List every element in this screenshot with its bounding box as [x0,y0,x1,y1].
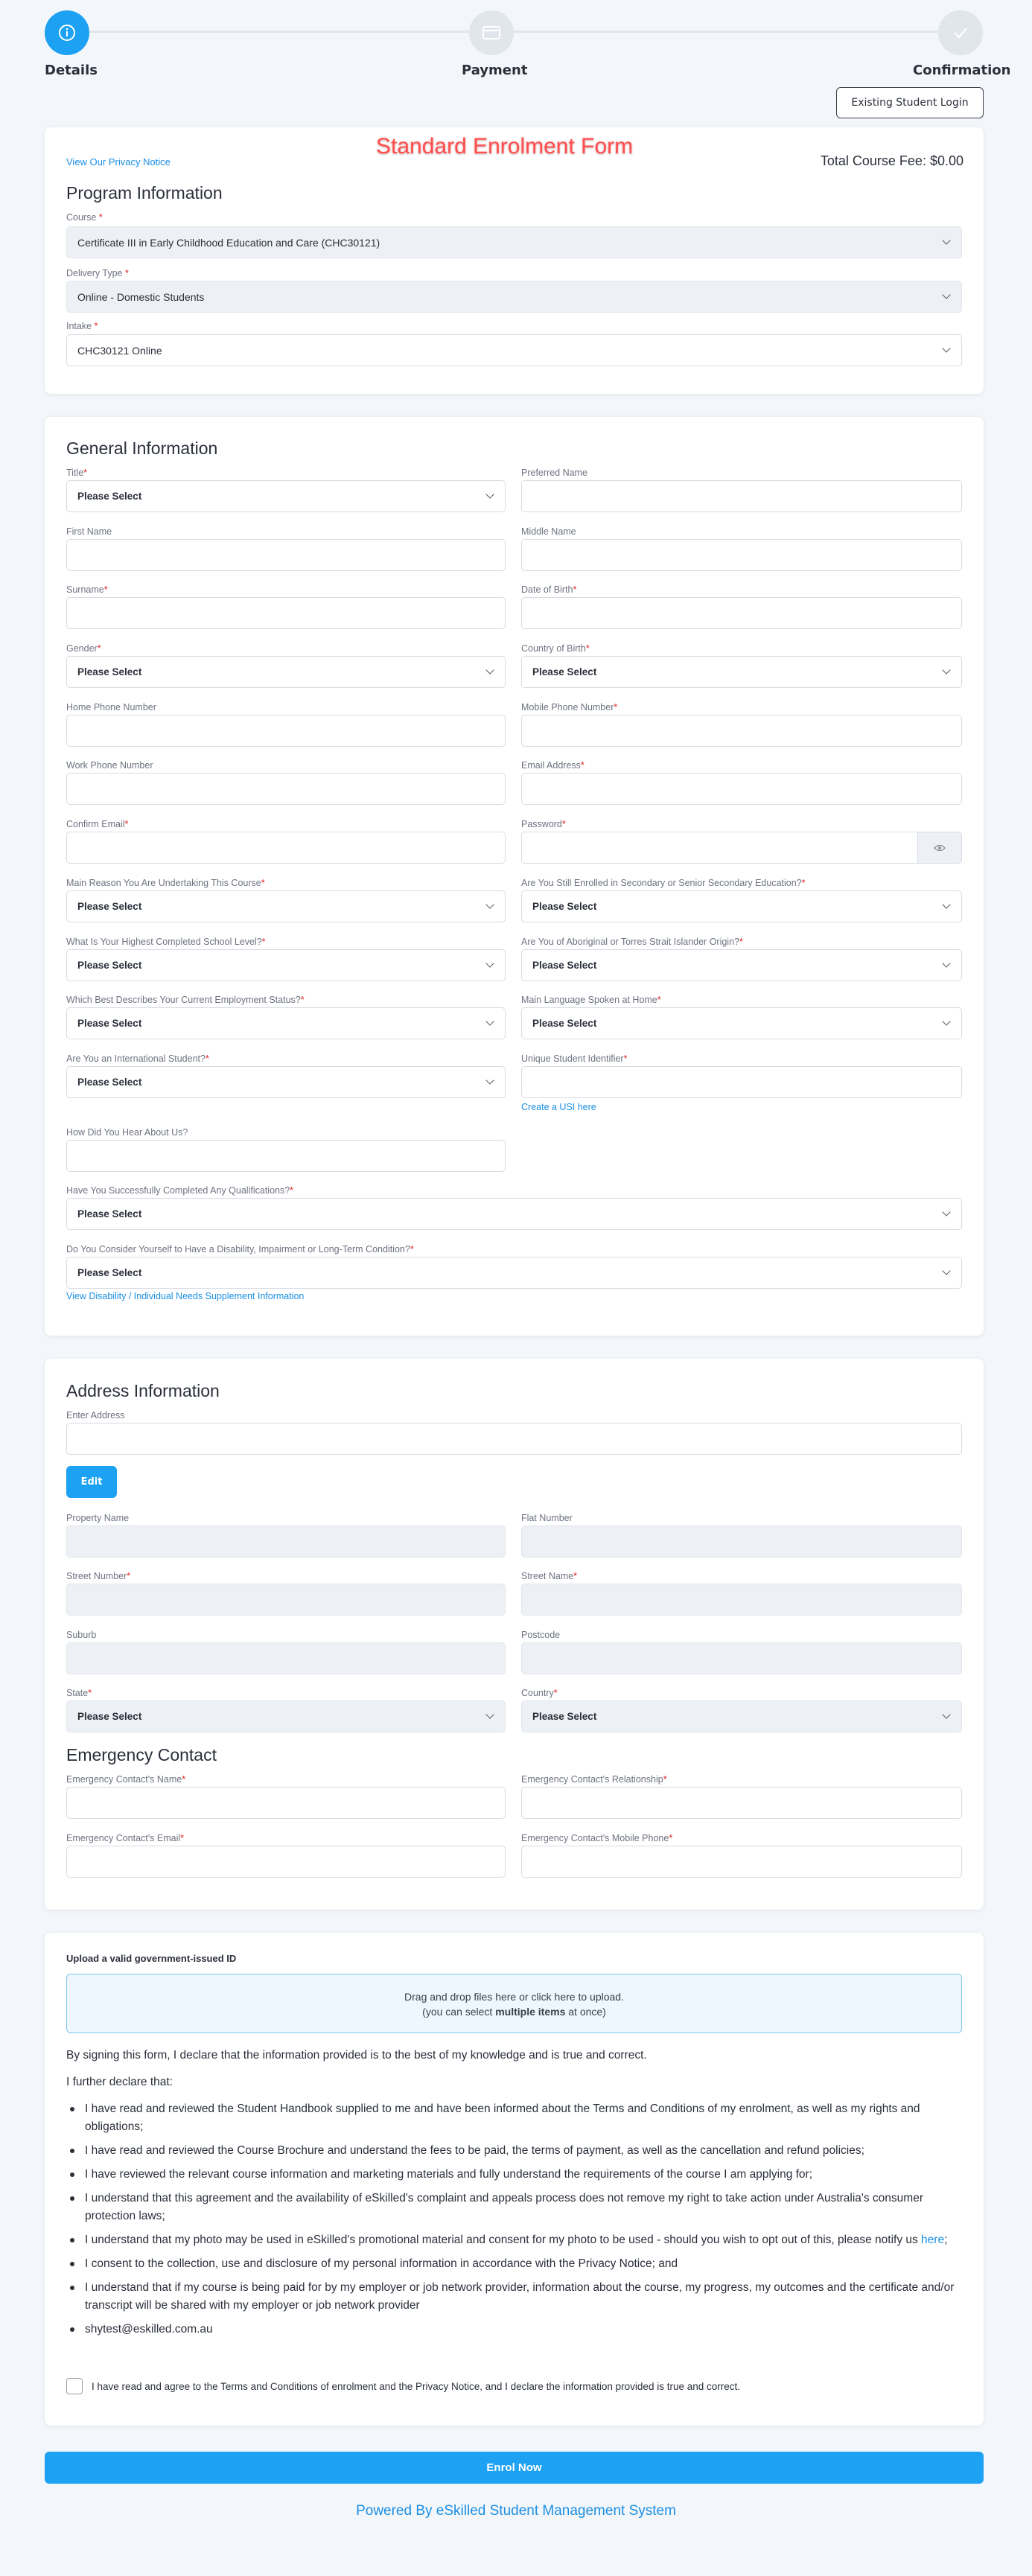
surname-label: Surname* [66,584,108,595]
dob-field[interactable] [521,597,962,629]
surname-field[interactable] [66,597,506,629]
hear-about-us-label: How Did You Hear About Us? [66,1127,188,1138]
confirm-email-field[interactable] [66,832,506,864]
chevron-down-icon [485,1076,494,1084]
international-student-select[interactable]: Please Select [66,1066,506,1098]
secondary-education-label: Are You Still Enrolled in Secondary or Senior Secondary Education?* [521,878,806,888]
list-item: I understand that my photo may be used in eSkilled's promotional material and consent for my photo to be used - should you wish to opt out of this, please notify us here; [66,2231,960,2249]
file-dropzone[interactable] [66,1974,962,2033]
eye-icon[interactable] [918,832,962,864]
home-phone-label: Home Phone Number [66,702,156,712]
work-phone-field[interactable] [66,773,506,805]
credit-card-icon [469,10,514,55]
enter-address-label: Enter Address [66,1410,125,1421]
gender-select[interactable]: Please Select [66,656,506,688]
chevron-down-icon [942,290,950,299]
emergency-name-field[interactable] [66,1787,506,1819]
list-item: I have read and reviewed the Student Handbook supplied to me and have been informed about the Terms and Conditions of my enrolment, as well as my rights and obligations; [66,2100,960,2136]
step-label-details: Details [45,63,98,78]
password-field[interactable] [521,832,918,864]
step-label-payment: Payment [462,63,528,78]
gender-label: Gender* [66,643,101,654]
suburb-label: Suburb [66,1630,97,1640]
emergency-mobile-field[interactable] [521,1846,962,1878]
chevron-down-icon [485,490,494,498]
chevron-down-icon [485,900,494,908]
emergency-mobile-label: Emergency Contact's Mobile Phone* [521,1833,673,1843]
enter-address-field[interactable] [66,1423,962,1455]
step-label-confirmation: Confirmation [913,63,1011,78]
middle-name-label: Middle Name [521,526,576,537]
emergency-relationship-label: Emergency Contact's Relationship* [521,1774,667,1785]
main-language-label: Main Language Spoken at Home* [521,995,661,1005]
flat-number-field[interactable] [521,1525,962,1558]
delivery-type-label: Delivery Type * [66,268,129,278]
usi-label: Unique Student Identifier* [521,1053,628,1064]
emergency-relationship-field[interactable] [521,1787,962,1819]
disability-select[interactable]: Please Select [66,1257,962,1289]
chevron-down-icon [942,959,950,967]
street-number-field[interactable] [66,1584,506,1616]
employment-status-select[interactable]: Please Select [66,1007,506,1039]
chevron-down-icon [942,1710,950,1718]
mobile-phone-label: Mobile Phone Number* [521,702,618,712]
intake-select[interactable]: CHC30121 Online [66,334,962,366]
middle-name-field[interactable] [521,539,962,571]
declaration-intro: By signing this form, I declare that the information provided is to the best of my knowledge and is true and correct. [66,2049,647,2062]
emergency-email-label: Emergency Contact's Email* [66,1833,185,1843]
chevron-down-icon [942,1208,950,1216]
edit-address-button[interactable]: Edit [66,1466,117,1498]
declaration-text [66,2047,960,2344]
country-of-birth-select[interactable]: Please Select [521,656,962,688]
declaration-further: I further declare that: [66,2076,173,2088]
emergency-name-label: Emergency Contact's Name* [66,1774,186,1785]
country-select[interactable]: Please Select [521,1700,962,1732]
opt-out-here-link[interactable]: here [921,2234,945,2246]
step-connector [514,31,938,33]
flat-number-label: Flat Number [521,1513,573,1523]
section-title-emergency: Emergency Contact [66,1745,217,1764]
street-number-label: Street Number* [66,1571,131,1581]
emergency-email-field[interactable] [66,1846,506,1878]
upload-id-title: Upload a valid government-issued ID [66,1953,237,1964]
step-connector [89,31,469,33]
home-phone-field[interactable] [66,715,506,747]
agree-row [66,2378,740,2394]
chevron-down-icon [942,1266,950,1275]
dob-label: Date of Birth* [521,584,577,595]
list-item: I consent to the collection, use and disclosure of my personal information in accordance with the Privacy Notice; and [66,2255,960,2273]
international-student-label: Are You an International Student?* [66,1053,209,1064]
create-usi-link[interactable]: Create a USI here [521,1102,596,1112]
check-icon [938,10,983,55]
main-reason-select[interactable]: Please Select [66,890,506,922]
section-title-address: Address Information [66,1381,220,1400]
existing-student-login-button[interactable]: Existing Student Login [836,87,984,118]
dropzone-hint: (you can select multiple items at once) [422,2006,606,2018]
main-language-select[interactable]: Please Select [521,1007,962,1039]
country-of-birth-label: Country of Birth* [521,643,590,654]
delivery-type-select[interactable]: Online - Domestic Students [66,281,962,313]
course-select[interactable]: Certificate III in Early Childhood Education and Care (CHC30121) [66,226,962,258]
school-level-select[interactable]: Please Select [66,949,506,981]
aboriginal-origin-label: Are You of Aboriginal or Torres Strait Islander Origin?* [521,937,743,947]
dropzone-instructions: Drag and drop files here or click here to upload. [404,1991,624,2003]
chevron-down-icon [942,666,950,674]
agree-label: I have read and agree to the Terms and Conditions of enrolment and the Privacy Notice, and I declare the information provided is true and correct. [92,2380,740,2392]
chevron-down-icon [485,666,494,674]
section-title-general: General Information [66,439,218,458]
employment-status-label: Which Best Describes Your Current Employment Status?* [66,995,305,1005]
chevron-down-icon [485,959,494,967]
disability-label: Do You Consider Yourself to Have a Disability, Impairment or Long-Term Condition?* [66,1244,414,1254]
enrol-now-button[interactable]: Enrol Now [45,2452,984,2484]
state-select[interactable]: Please Select [66,1700,506,1732]
agree-checkbox[interactable] [66,2378,83,2394]
declaration-list [66,2100,960,2339]
form-title: Standard Enrolment Form [376,134,634,159]
chevron-down-icon [485,1017,494,1025]
section-title-program: Program Information [66,183,223,203]
mobile-phone-field[interactable] [521,715,962,747]
suburb-field[interactable] [66,1642,506,1674]
intake-label: Intake * [66,321,98,331]
list-item: shytest@eskilled.com.au [66,2321,960,2339]
work-phone-label: Work Phone Number [66,760,153,771]
info-icon [45,10,89,55]
preferred-name-label: Preferred Name [521,468,587,478]
title-label: Title* [66,468,88,478]
email-field[interactable] [521,773,962,805]
property-name-label: Property Name [66,1513,130,1523]
list-item: I understand that if my course is being paid for by my employer or job network provider, information about the course, my progress, my outcomes and the certificate and/or transcript will be shared with my employer or job network provider [66,2279,960,2315]
school-level-label: What Is Your Highest Completed School Level?* [66,937,266,947]
chevron-down-icon [942,900,950,908]
password-label: Password* [521,819,566,829]
street-name-field[interactable] [521,1584,962,1616]
list-item: I understand that this agreement and the availability of eSkilled's complaint and appeals process does not remove my right to take action under Australia's consumer protection laws; [66,2190,960,2225]
first-name-field[interactable] [66,539,506,571]
postcode-label: Postcode [521,1630,561,1640]
country-label: Country* [521,1688,558,1698]
course-label: Course * [66,212,103,223]
chevron-down-icon [942,1017,950,1025]
chevron-down-icon [942,344,950,352]
powered-by-text: Powered By eSkilled Student Management System [356,2503,676,2519]
main-reason-label: Main Reason You Are Undertaking This Course* [66,878,265,888]
property-name-field[interactable] [66,1525,506,1558]
first-name-label: First Name [66,526,112,537]
usi-field[interactable] [521,1066,962,1098]
chevron-down-icon [942,236,950,244]
state-label: State* [66,1688,92,1698]
secondary-education-select[interactable]: Please Select [521,890,962,922]
preferred-name-field[interactable] [521,480,962,512]
qualifications-select[interactable]: Please Select [66,1198,962,1230]
total-course-fee: Total Course Fee: $0.00 [820,153,963,168]
postcode-field[interactable] [521,1642,962,1674]
title-select[interactable]: Please Select [66,480,506,512]
disability-info-link[interactable]: View Disability / Individual Needs Supplement Information [66,1291,305,1301]
hear-about-us-field[interactable] [66,1140,506,1172]
list-item: I have reviewed the relevant course information and marketing materials and fully understand the requirements of the course I am applying for; [66,2166,960,2184]
confirm-email-label: Confirm Email* [66,819,129,829]
email-label: Email Address* [521,760,585,771]
list-item: I have read and reviewed the Course Brochure and understand the fees to be paid, the terms of payment, as well as the cancellation and refund policies; [66,2142,960,2160]
street-name-label: Street Name* [521,1571,578,1581]
privacy-notice-link[interactable]: View Our Privacy Notice [66,156,171,168]
chevron-down-icon [485,1710,494,1718]
aboriginal-origin-select[interactable]: Please Select [521,949,962,981]
progress-steps [0,0,1032,82]
qualifications-label: Have You Successfully Completed Any Qualifications?* [66,1185,294,1196]
